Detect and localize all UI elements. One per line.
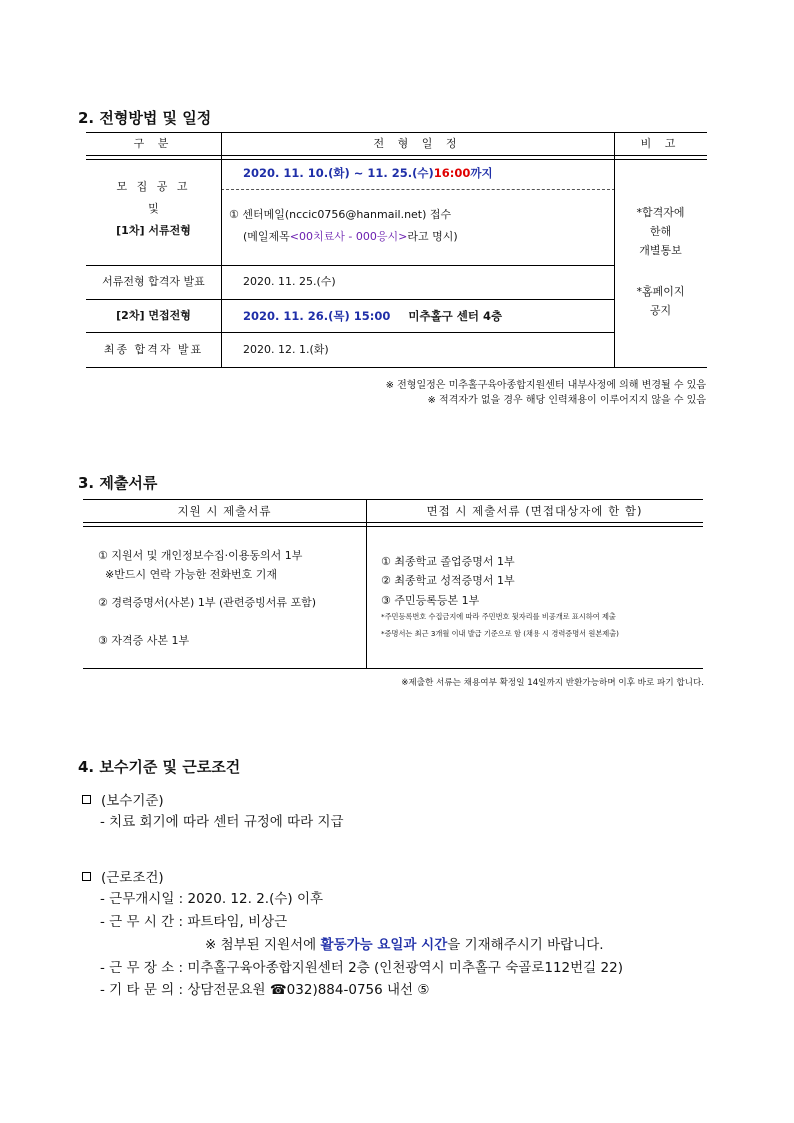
work-place: - 근 무 장 소 : 미추홀구육아종합지원센터 2층 (인천광역시 미추홀구 숙골로112번길 22) <box>100 960 623 976</box>
header-category: 구 분 <box>133 137 174 150</box>
checkbox-square-icon <box>82 795 91 804</box>
hours-note-pre: ※ 첨부된 지원서에 <box>205 937 321 953</box>
section-2-title: 2. 전형방법 및 일정 <box>78 109 212 127</box>
subject-post: 라고 명시) <box>407 230 458 243</box>
email-submission: ① 센터메일(nccic0756@hanmail.net) 접수 <box>229 208 452 221</box>
row2-value: 2020. 11. 25.(수) <box>243 275 336 288</box>
row1-label-a: 모 집 공 고 <box>116 180 191 193</box>
work-heading <box>82 866 164 886</box>
section-4-title: 4. 보수기준 및 근로조건 <box>78 758 241 776</box>
remark-line-2: 한해 <box>649 225 672 238</box>
schedule-note-2: ※ 적격자가 없을 경우 해당 인력채용이 이루어지지 않을 수 있음 <box>427 395 706 406</box>
header-interview-docs: 면접 시 제출서류 (면접대상자에 한 함) <box>426 504 643 518</box>
hours-note-highlight: 활동가능 요일과 시간 <box>320 937 448 953</box>
recruit-period <box>221 162 614 184</box>
row4-value: 2020. 12. 1.(화) <box>243 343 329 356</box>
row1-label-b: 및 <box>148 202 159 215</box>
hours-note-post: 을 기재해주시기 바랍니다. <box>447 937 604 953</box>
interview-doc-note-1: *주민등록번호 수집금지에 따라 주민번호 뒷자리를 비공개로 표시하여 제출 <box>381 612 616 621</box>
row1-label-c: [1차] 서류전형 <box>116 224 191 237</box>
interview-doc-2: ② 최종학교 성적증명서 1부 <box>381 574 515 587</box>
pay-heading-text: (보수기준) <box>101 793 164 809</box>
section-3-title: 3. 제출서류 <box>78 474 158 492</box>
pay-heading <box>82 789 164 809</box>
recruit-date-range: 2020. 11. 10.(화) ~ 11. 25.(수) <box>243 166 434 180</box>
start-date: - 근무개시일 : 2020. 12. 2.(수) 이후 <box>100 891 324 907</box>
interview-doc-note-2: *증명서는 최근 3개월 이내 발급 기준으로 함 (채용 시 경력증명서 원본제출) <box>381 629 619 638</box>
work-hours-note <box>205 933 604 953</box>
remark-line-3: 개별통보 <box>639 244 682 257</box>
row3-value <box>221 304 614 328</box>
documents-table <box>83 499 703 669</box>
row3-label: [2차] 면접전형 <box>116 309 191 322</box>
remark-line-6: 공지 <box>649 304 672 317</box>
apply-doc-3: ③ 자격증 사본 1부 <box>98 634 190 647</box>
checkbox-square-icon <box>82 872 91 881</box>
documents-note: ※제출한 서류는 채용여부 확정일 14일까지 반환가능하며 이후 바로 파기 합니다. <box>401 678 704 688</box>
email-subject-note <box>221 227 614 247</box>
work-heading-text: (근로조건) <box>101 870 164 886</box>
schedule-note-1: ※ 전형일정은 미추홀구육아종합지원센터 내부사정에 의해 변경될 수 있음 <box>385 380 706 391</box>
subject-pre: (메일제목 <box>243 230 290 243</box>
schedule-table <box>86 132 707 368</box>
subject-format: <00치료사 - 000응시> <box>289 230 408 243</box>
contact: - 기 타 문 의 : 상담전문요원 ☎032)884-0756 내선 ⑤ <box>100 982 430 998</box>
apply-doc-1-note: ※반드시 연락 가능한 전화번호 기재 <box>105 568 277 581</box>
remark-line-5: *홈페이지 <box>636 285 685 298</box>
pay-item: - 치료 회기에 따라 센터 규정에 따라 지급 <box>100 814 344 830</box>
row4-label: 최종 합격자 발표 <box>103 343 204 356</box>
row2-label: 서류전형 합격자 발표 <box>102 275 205 288</box>
recruit-deadline-suffix: 까지 <box>470 166 493 180</box>
apply-doc-1: ① 지원서 및 개인정보수집·이용동의서 1부 <box>98 549 303 562</box>
header-schedule: 전 형 일 정 <box>373 137 462 150</box>
remark-line-1: *합격자에 <box>636 206 685 219</box>
interview-doc-3: ③ 주민등록등본 1부 <box>381 594 480 607</box>
interview-datetime: 2020. 11. 26.(목) 15:00 <box>243 309 391 323</box>
interview-place: 미추홀구 센터 4층 <box>408 309 503 323</box>
apply-doc-2: ② 경력증명서(사본) 1부 (관련증빙서류 포함) <box>98 596 317 609</box>
work-hours: - 근 무 시 간 : 파트타임, 비상근 <box>100 914 288 930</box>
recruit-deadline-time: 16:00 <box>433 166 471 180</box>
header-apply-docs: 지원 시 제출서류 <box>177 504 272 518</box>
header-remarks: 비 고 <box>640 137 681 150</box>
interview-doc-1: ① 최종학교 졸업증명서 1부 <box>381 555 515 568</box>
